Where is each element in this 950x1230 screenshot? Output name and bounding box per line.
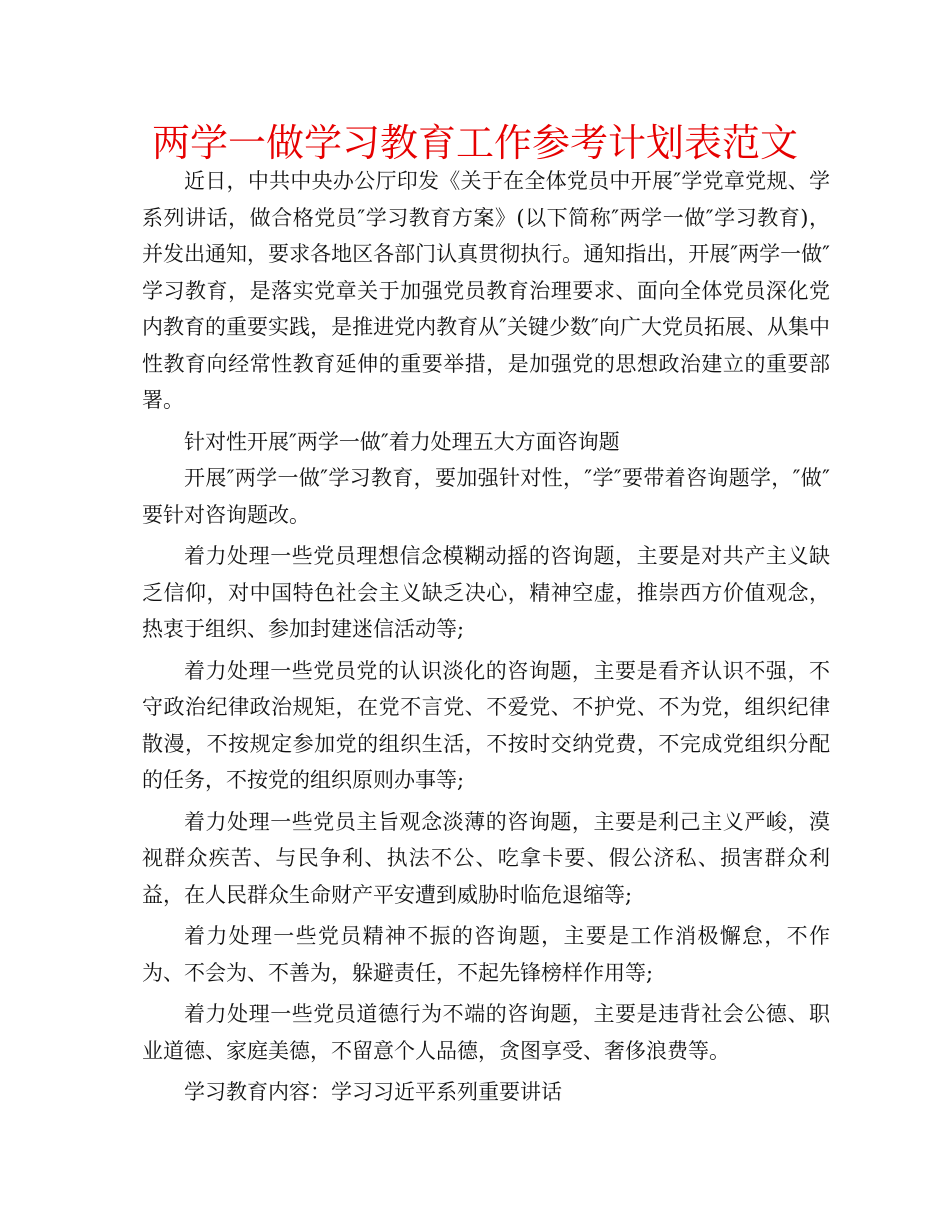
- document-body: [142, 163, 830, 1111]
- paragraph-intro: 近日，中共中央办公厅印发《关于在全体党员中开展″学党章党规、学系列讲话，做合格党员″学习教育方案》(以下简称″两学一做″学习教育)，并发出通知，要求各地区各部门认真贯彻执行。通知指出，开展″两学一做″学习教育，是落实党章关于加强党员教育治理要求、面向全体党员深化党内教育的重要实践，是推进党内教育从″关键少数″向广大党员拓展、从集中性教育向经常性教育延伸的重要举措，是加强党的思想政治建立的重要部署。: [142, 169, 830, 412]
- paragraph-spirit: 着力处理一些党员精神不振的咨询题，主要是工作消极懈怠，不作为、不会为、不善为，躲避责任，不起先锋榜样作用等;: [142, 924, 830, 985]
- paragraph-strengthen-targeting: 开展″两学一做″学习教育，要加强针对性，″学″要带着咨询题学，″做″要针对咨询题改。: [142, 466, 830, 527]
- paragraph-party-awareness: 着力处理一些党员党的认识淡化的咨询题，主要是看齐认识不强，不守政治纪律政治规矩，在党不言党、不爱党、不护党、不为党，组织纪律散漫，不按规定参加党的组织生活，不按时交纳党费，不完成党组织分配的任务，不按党的组织原则办事等;: [142, 658, 830, 792]
- paragraph-heading-targeted: 针对性开展″两学一做″着力处理五大方面咨询题: [184, 429, 620, 454]
- paragraph-study-content: 学习教育内容：学习习近平系列重要讲话: [184, 1080, 562, 1104]
- paragraph-moral-conduct: 着力处理一些党员道德行为不端的咨询题，主要是违背社会公德、职业道德、家庭美德，不留意个人品德，贪图享受、奢侈浪费等。: [142, 1002, 830, 1063]
- paragraph-ideals-beliefs: 着力处理一些党员理想信念模糊动摇的咨询题，主要是对共产主义缺乏信仰，对中国特色社会主义缺乏决心，精神空虚，推崇西方价值观念，热衷于组织、参加封建迷信活动等;: [142, 544, 830, 641]
- document-title: 两学一做学习教育工作参考计划表范文: [151, 121, 798, 165]
- paragraph-purpose-concept: 着力处理一些党员主旨观念淡薄的咨询题，主要是利己主义严峻，漠视群众疾苦、与民争利、执法不公、吃拿卡要、假公济私、损害群众利益，在人民群众生命财产平安遭到威胁时临危退缩等;: [142, 809, 830, 907]
